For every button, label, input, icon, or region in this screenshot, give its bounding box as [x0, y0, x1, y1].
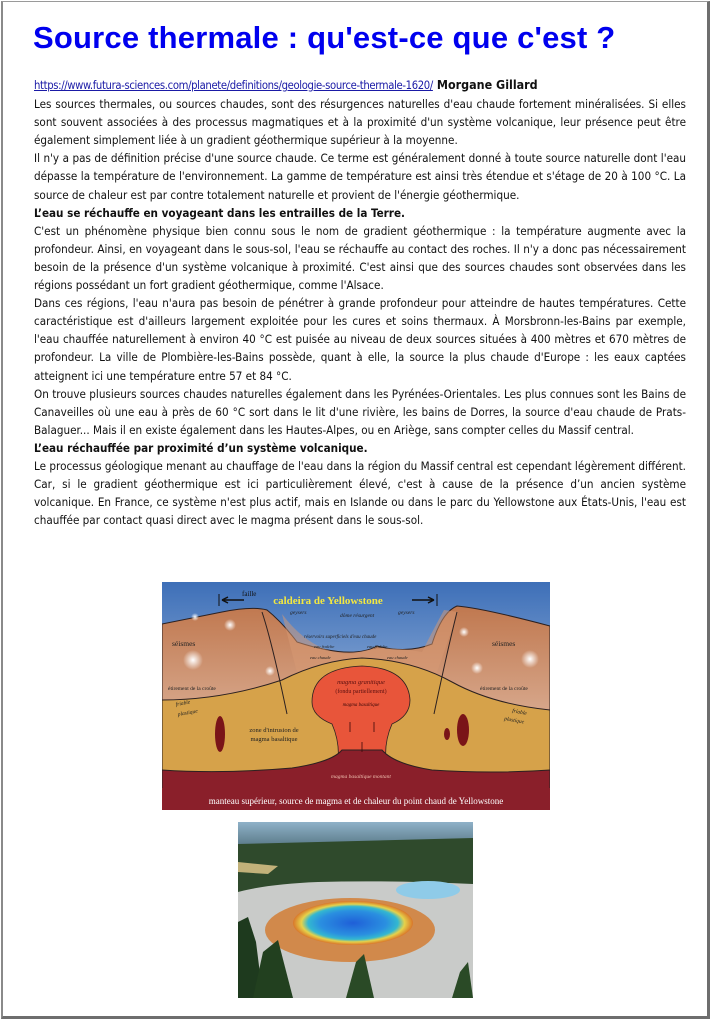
label-dome: dôme résurgent — [340, 613, 375, 619]
yellowstone-caldera-diagram — [162, 582, 550, 810]
intro-paragraph-2: Il n'y a pas de définition précise d'une source chaude. Ce terme est généralement donné à toute source naturelle dont l'eau dépasse la température de l'environnement. La gamme de température est ainsi très étendue et s'étage de 20 à 100 °C. La source de chaleur est par contre totalement naturelle et provient de l'énergie géothermique. — [34, 151, 686, 202]
diagram-title: caldeira de Yellowstone — [273, 595, 383, 607]
source-link[interactable]: https://www.futura-sciences.com/planete/definitions/geologie-source-thermale-1620/ — [34, 79, 433, 92]
label-seismes-right: séismes — [492, 639, 516, 648]
author-name: Morgane Gillard — [436, 77, 538, 92]
label-etirement-left: étirement de la croûte — [168, 686, 216, 692]
label-zone-intrusion-2: magma basaltique — [250, 736, 298, 743]
photo-prismatic-pool — [293, 901, 413, 945]
article-body — [34, 76, 686, 529]
label-eau-fraiche-right: eau fraîche — [367, 644, 388, 649]
label-eau-chaude-right: eau chaude — [387, 655, 408, 660]
label-magma-montant: magma basaltique montant — [331, 774, 391, 780]
intrusion-right-small — [444, 728, 450, 740]
page-title: Source thermale : qu'est-ce que c'est ? — [33, 20, 616, 55]
label-plastique-right: plastique — [503, 716, 525, 726]
intro-paragraph-1: Les sources thermales, ou sources chaudes, sont des résurgences naturelles d'eau chaude fortement minéralisées. Si elles sont souvent associées à des processus magmatiques et à la proximité d'un système volcanique, leur présence peut être également simplement liée à un gradient géothermique supérieur à la moyenne. — [34, 97, 686, 148]
label-friable-right: friable — [511, 708, 528, 718]
label-manteau: manteau supérieur, source de magma et de chaleur du point chaud de Yellowstone — [208, 796, 504, 806]
label-fondu: (fondu partiellement) — [335, 689, 387, 695]
label-eau-fraiche-left: eau fraîche — [314, 644, 335, 649]
section1-paragraph-2: Dans ces régions, l'eau n'aura pas besoin de pénétrer à grande profondeur pour atteindre de hautes températures. Cette caractéristique est d'ailleurs largement exploitée pour les cures et soins thermaux. À Morsbronn-les-Bains par exemple, l'eau chauffée naturellement à environ 40 °C est puisée au niveau de deux sources situées à 400 mètres et 670 mètres de profondeur. La ville de Plombière-les-Bains possède, quant à elle, la source la plus chaude d'Europe : les eaux captées atteignent ici une température entre 57 et 84 °C. — [34, 296, 686, 383]
label-magma-basaltique: magma basaltique — [342, 703, 380, 708]
source-line — [34, 76, 686, 95]
label-magma-granitique: magma granitique — [337, 679, 385, 686]
section-heading-1: L’eau se réchauffe en voyageant dans les entrailles de la Terre. — [34, 205, 405, 220]
section1-paragraph-1: C'est un phénomène physique bien connu sous le nom de gradient géothermique : la température augmente avec la profondeur. Ainsi, en voyageant dans le sous-sol, l'eau se réchauffe au contact des roches. Il n'y a donc pas nécessairement besoin de la présence d'un système volcanique à proximité. C'est ainsi que des sources chaudes sont observées dans les régions possédant un fort gradient géothermique, comme l'Alsace. — [34, 223, 686, 293]
intrusion-left — [215, 716, 225, 752]
hot-spring-photo — [238, 822, 473, 998]
label-etirement-right: étirement de la croûte — [480, 686, 528, 692]
document-page — [1, 1, 710, 1019]
photo-small-pool — [396, 881, 460, 899]
section1-paragraph-3: On trouve plusieurs sources chaudes naturelles également dans les Pyrénées-Orientales. Les plus connues sont les Bains de Canaveilles où une eau à près de 60 °C sort dans le lit d'une rivière, les bains de Dorres, la source d'eau chaude de Prats-Balaguer... Mais il en existe également dans les Hautes-Alpes, ou en Ariège, sans compter celles du Massif central. — [34, 386, 686, 437]
label-geysers-right: geysers — [398, 610, 415, 616]
section2-paragraph-1: Le processus géologique menant au chauffage de l'eau dans la région du Massif central est cependant légèrement différent. Car, si le gradient géothermique est ici particulièrement élevé, c'est à cause de la présence d’un ancien système volcanique. En France, ce système n'est plus actif, mais en Islande ou dans le parc du Yellowstone aux États-Unis, l'eau est chauffée par contact quasi direct avec le magma présent dans le sous-sol. — [34, 458, 686, 528]
label-eau-chaude-left: eau chaude — [310, 655, 331, 660]
label-plastique-left: plastique — [177, 708, 199, 718]
label-seismes-left: séismes — [172, 639, 196, 648]
intrusion-right — [457, 714, 469, 746]
label-zone-intrusion-1: zone d'intrusion de — [249, 727, 299, 734]
label-friable-left: friable — [175, 699, 191, 708]
label-faille: faille — [242, 590, 257, 598]
section-heading-2: L’eau réchauffée par proximité d’un système volcanique. — [34, 440, 368, 455]
label-geysers-left: geysers — [290, 610, 307, 616]
label-reservoirs: réservoirs superficiels d'eau chaude — [304, 635, 377, 640]
